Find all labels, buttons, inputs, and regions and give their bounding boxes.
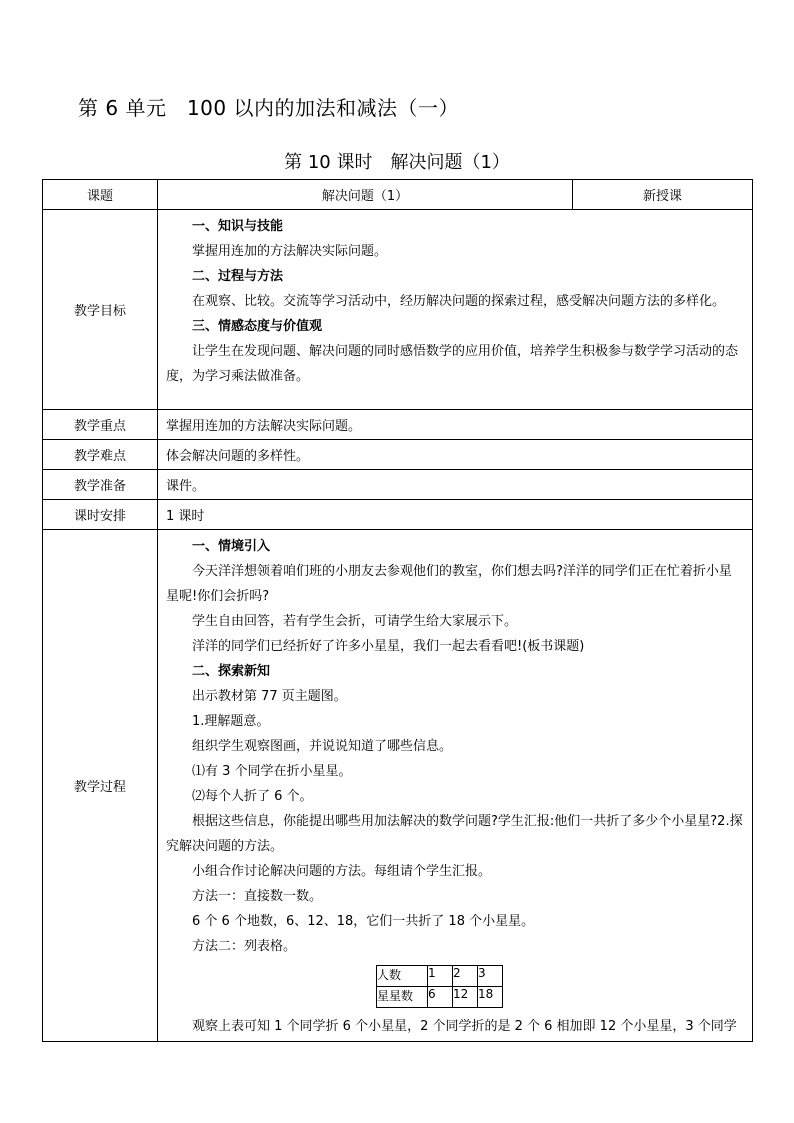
stars-table-cell: 6 xyxy=(428,987,453,1008)
process-text-11: 方法一：直接数一数。 xyxy=(192,889,323,904)
topic-value: 解决问题（1） xyxy=(158,180,573,210)
row-goals xyxy=(43,210,753,410)
goals-text-1: 掌握用连加的方法解决实际问题。 xyxy=(192,244,388,259)
process-text-2: 学生自由回答，若有学生会折，可请学生给大家展示下。 xyxy=(192,614,518,629)
process-text-10: 小组合作讨论解决问题的方法。每组请个学生汇报。 xyxy=(192,864,492,879)
process-heading-1: 一、情境引入 xyxy=(192,539,271,554)
goals-heading-3: 三、情感态度与价值观 xyxy=(192,319,323,334)
goals-heading-2: 二、过程与方法 xyxy=(192,269,284,284)
process-text-6: 组织学生观察图画，并说说知道了哪些信息。 xyxy=(192,739,453,754)
row-process xyxy=(43,530,753,1042)
stars-table-cell: 1 xyxy=(428,966,453,987)
row-topic xyxy=(43,180,753,210)
topic-type: 新授课 xyxy=(573,180,753,210)
process-text-12: 6 个 6 个地数，6、12、18，它们一共折了 18 个小星星。 xyxy=(192,914,535,929)
lesson-title: 第 10 课时 解决问题（1） xyxy=(284,152,510,173)
goals-heading-1: 一、知识与技能 xyxy=(192,219,284,234)
process-text-4: 出示教材第 77 页主题图。 xyxy=(192,689,347,704)
stars-table xyxy=(376,965,503,1008)
goals-text-2: 在观察、比较。交流等学习活动中，经历解决问题的探索过程，感受解决问题方法的多样化。 xyxy=(192,294,726,309)
key-label: 教学重点 xyxy=(43,410,158,440)
process-label: 教学过程 xyxy=(43,530,158,1042)
process-heading-2: 二、探索新知 xyxy=(192,664,271,679)
unit-title: 第 6 单元 100 以内的加法和减法（一） xyxy=(78,96,459,120)
process-text-9: 根据这些信息，你能提出哪些用加法解决的数学问题?学生汇报:他们一共折了多少个小星星?2.探究解决问题的方法。 xyxy=(166,814,743,854)
row-schedule xyxy=(43,500,753,530)
process-content xyxy=(158,530,753,1042)
goals-text-3: 让学生在发现问题、解决问题的同时感悟数学的应用价值，培养学生积极参与数学学习活动的态度，为学习乘法做准备。 xyxy=(166,344,739,384)
topic-label: 课题 xyxy=(43,180,158,210)
prep-value: 课件。 xyxy=(158,470,753,500)
process-text-13: 方法二：列表格。 xyxy=(192,939,297,954)
process-text-14: 观察上表可知 1 个同学折 6 个小星星，2 个同学折的是 2 个 6 相加即 12 个小星星，3 个同学 xyxy=(192,1019,737,1034)
stars-table-cell: 18 xyxy=(478,987,503,1008)
difficulty-value: 体会解决问题的多样性。 xyxy=(158,440,753,470)
stars-table-cell: 2 xyxy=(453,966,478,987)
process-text-7: ⑴有 3 个同学在折小星星。 xyxy=(192,764,352,779)
stars-table-cell: 12 xyxy=(453,987,478,1008)
process-text-3: 洋洋的同学们已经折好了许多小星星，我们一起去看看吧!(板书课题) xyxy=(192,639,585,654)
schedule-value: 1 课时 xyxy=(158,500,753,530)
goals-content xyxy=(158,210,753,410)
key-value: 掌握用连加的方法解决实际问题。 xyxy=(158,410,753,440)
row-prep xyxy=(43,470,753,500)
stars-table-row-people xyxy=(377,966,503,987)
lesson-plan-table xyxy=(42,179,753,1042)
process-text-8: ⑵每个人折了 6 个。 xyxy=(192,789,313,804)
row-difficulty xyxy=(43,440,753,470)
stars-table-cell: 星星数 xyxy=(377,987,428,1008)
stars-table-row-stars xyxy=(377,987,503,1008)
stars-table-cell: 3 xyxy=(478,966,503,987)
prep-label: 教学准备 xyxy=(43,470,158,500)
process-text-5: 1.理解题意。 xyxy=(192,714,270,729)
stars-table-cell: 人数 xyxy=(377,966,428,987)
process-text-1: 今天洋洋想领着咱们班的小朋友去参观他们的教室，你们想去吗?洋洋的同学们正在忙着折小星星呢!你们会折吗? xyxy=(166,564,732,604)
difficulty-label: 教学难点 xyxy=(43,440,158,470)
goals-label: 教学目标 xyxy=(43,210,158,410)
row-key xyxy=(43,410,753,440)
schedule-label: 课时安排 xyxy=(43,500,158,530)
